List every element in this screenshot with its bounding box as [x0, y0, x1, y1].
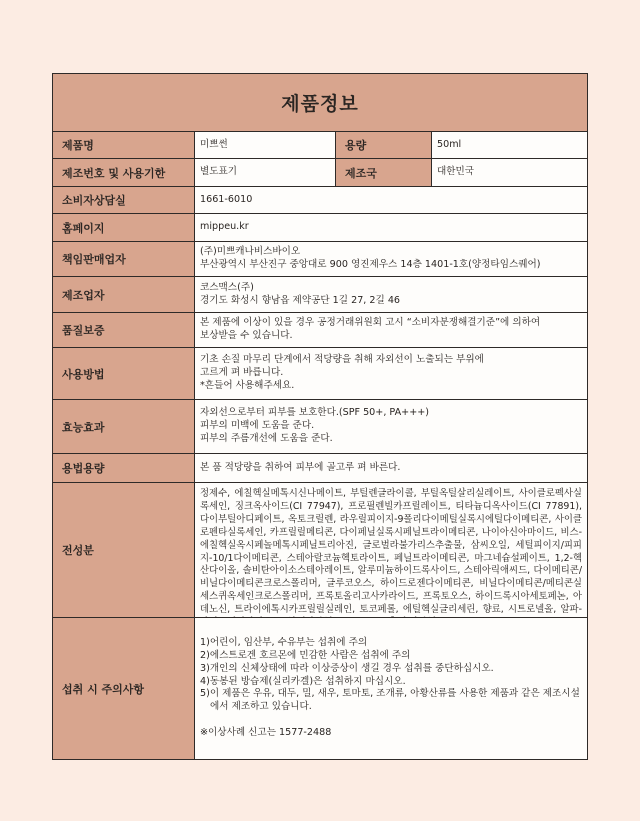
caution-line: 5)이 제품은 우유, 대두, 밀, 새우, 토마토, 조개류, 아황산류를 사용한 제품과 같은 제조시설	[200, 688, 580, 700]
effect-line: 피부의 주름개선에 도움을 준다.	[200, 432, 333, 444]
label-serial: 제조번호 및 사용기한	[53, 159, 195, 186]
value-dosage: 본 품 적당량을 취하여 피부에 골고루 펴 바른다.	[195, 454, 587, 482]
caution-line: 3)개인의 신체상태에 따라 이상증상이 생길 경우 섭취를 중단하십시오.	[200, 662, 494, 674]
label-volume: 용량	[336, 132, 432, 158]
label-country: 제조국	[336, 159, 432, 186]
label-effect: 효능효과	[53, 400, 195, 453]
row-caution	[53, 618, 587, 759]
sheet-title: 제품정보	[53, 74, 587, 132]
label-cs: 소비자상담실	[53, 187, 195, 213]
seller-line: (주)미쁘캐나비스바이오	[200, 246, 301, 258]
value-ingredients: 정제수, 에칠헥실메톡시신나메이트, 부틸렌글라이콜, 부틸옥틸살리실레이트, 사이클로펙사실록세인, 징크옥사이드(CI 77947), 프로필렌빌카프릴레이트, 티타늄디옥사이드(CI 77891), 다이부틸아디페이트, 옥토크릴렌, 라우릴피이지-9폴리다이메틸실록시에틸다이메티콘, 사이클로펜타실록세인, 카프릴릴메티콘, 다이페닐실록시페닐트라이메티콘, 나이아신아마이드, 비스-에칠헥실옥시페놀메톡시페닐트리아진, 글로벌라불가리스추출물, 삼씨오일, 세틸피이지/피피지-10/1다이메티콘, 스테아랄코늄헥토라이트, 페닐트라이메티콘, 마그네슘설페이트, 1,2-헥산다이올, 솔비탄아이소스테아레이트, 알루미늄하이드록사이드, 스테아릭애씨드, 다이메티콘/비닐다이메티콘크로스폴리머, 글루코오스, 하이드로젠다이메티콘, 비닐다이메티콘/메티콘실세스퀴옥세인크로스폴리머, 프록토올리고사카라이드, 프록토오스, 하이드록시아세토페논, 아데노신, 트라이에톡시카프릴릴실레인, 토코페롤, 에틸헥실글리세린, 향료, 시트로넬올, 알파-	[195, 483, 587, 617]
label-dosage: 용법용량	[53, 454, 195, 482]
value-serial: 별도표기	[195, 159, 336, 186]
usage-line: *흔들어 사용해주세요.	[200, 379, 295, 391]
maker-line: 코스맥스(주)	[200, 281, 254, 293]
quality-line: 보상받을 수 있습니다.	[200, 330, 293, 341]
product-info-sheet	[52, 73, 588, 760]
row-name-volume	[53, 132, 587, 159]
label-seller: 책임판매업자	[53, 242, 195, 276]
quality-line: 본 제품에 이상이 있을 경우 공정거래위원회 고시 “소비자분쟁해결기준”에 의하여	[200, 317, 541, 329]
row-ingredients	[53, 483, 587, 618]
value-name: 미쁘썬	[195, 132, 336, 158]
value-cs: 1661-6010	[195, 187, 587, 213]
effect-line: 자외선으로부터 피부를 보호한다.(SPF 50+, PA+++)	[200, 407, 430, 419]
label-usage: 사용방법	[53, 348, 195, 399]
caution-line: 4)동봉된 방습제(실리카겔)은 섭취하지 마십시오.	[200, 675, 406, 687]
value-seller	[195, 242, 587, 276]
label-caution: 섭취 시 주의사항	[53, 618, 195, 759]
row-dosage	[53, 454, 587, 483]
row-seller	[53, 242, 587, 277]
row-homepage	[53, 214, 587, 242]
caution-line: 에서 제조하고 있습니다.	[210, 701, 312, 713]
label-homepage: 홈페이지	[53, 214, 195, 241]
value-homepage: mippeu.kr	[195, 214, 587, 241]
caution-line: 2)에스트로겐 호르몬에 민감한 사람은 섭취에 주의	[200, 650, 411, 661]
report-line: ※이상사례 신고는 1577-2488	[200, 726, 332, 738]
value-maker	[195, 277, 587, 312]
effect-line: 피부의 미백에 도움을 준다.	[200, 420, 315, 432]
row-serial-country	[53, 159, 587, 187]
row-quality	[53, 313, 587, 348]
label-ingredients: 전성분	[53, 483, 195, 617]
seller-line: 부산광역시 부산진구 중앙대로 900 영진제우스 14층 1401-1호(양정타임스퀘어)	[200, 259, 541, 270]
row-maker	[53, 277, 587, 313]
caution-line: 1)어린이, 임산부, 수유부는 섭취에 주의	[200, 637, 368, 649]
maker-line: 경기도 화성시 향남읍 제약공단 1길 27, 2길 46	[200, 294, 401, 306]
row-usage	[53, 348, 587, 400]
usage-line: 기초 손질 마무리 단계에서 적당량을 취해 자외선이 노출되는 부위에	[200, 354, 484, 366]
value-country: 대한민국	[432, 159, 587, 186]
value-quality	[195, 313, 587, 347]
label-quality: 품질보증	[53, 313, 195, 347]
label-maker: 제조업자	[53, 277, 195, 312]
value-usage	[195, 348, 587, 399]
value-caution	[195, 618, 587, 759]
row-effect	[53, 400, 587, 454]
label-name: 제품명	[53, 132, 195, 158]
value-effect	[195, 400, 587, 453]
usage-line: 고르게 펴 바릅니다.	[200, 367, 284, 379]
value-volume: 50ml	[432, 132, 587, 158]
row-cs	[53, 187, 587, 214]
